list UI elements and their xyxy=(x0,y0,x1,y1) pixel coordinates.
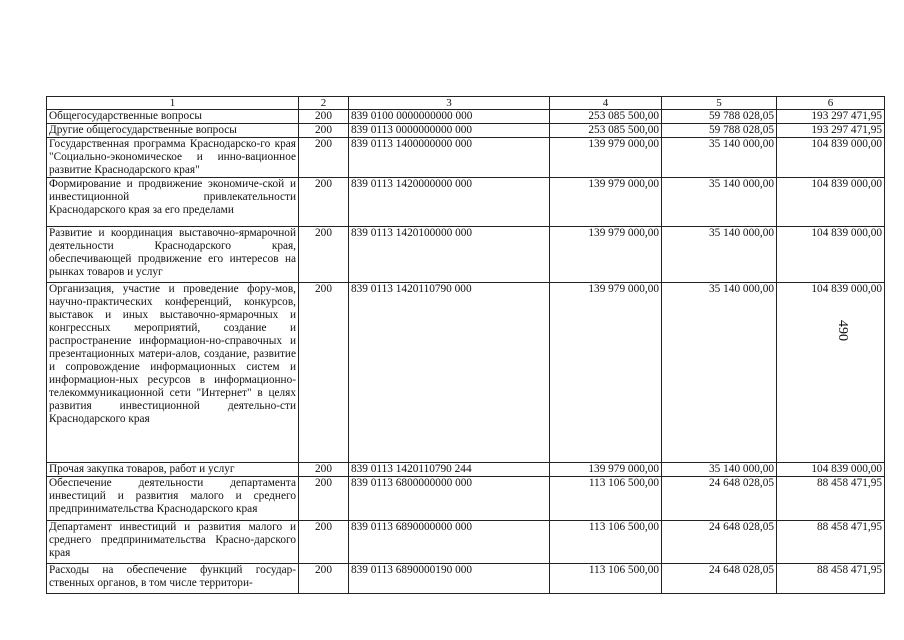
row-name: Прочая закупка товаров, работ и услуг xyxy=(47,463,299,477)
row-col5: 35 140 000,00 xyxy=(662,463,777,477)
table-row xyxy=(47,477,885,521)
row-col6: 193 297 471,95 xyxy=(777,124,885,138)
row-kbk: 839 0113 1420100000 000 xyxy=(349,227,550,283)
row-col6: 104 839 000,00 xyxy=(777,138,885,178)
row-col5: 24 648 028,05 xyxy=(662,564,777,594)
row-code: 200 xyxy=(299,124,349,138)
row-col6: 193 297 471,95 xyxy=(777,110,885,124)
table-row xyxy=(47,521,885,564)
row-code: 200 xyxy=(299,477,349,521)
row-kbk: 839 0113 1400000000 000 xyxy=(349,138,550,178)
row-kbk: 839 0113 1420110790 244 xyxy=(349,463,550,477)
row-col5: 35 140 000,00 xyxy=(662,227,777,283)
column-header: 1 xyxy=(47,97,299,110)
row-kbk: 839 0113 6890000190 000 xyxy=(349,564,550,594)
column-header: 2 xyxy=(299,97,349,110)
row-name: Формирование и продвижение экономиче-ской и инвестиционной привлекательности Краснодарского края за его пределами xyxy=(47,178,299,227)
table-row xyxy=(47,283,885,463)
row-col6: 104 839 000,00 xyxy=(777,283,885,463)
budget-table xyxy=(46,96,885,594)
row-col4: 253 085 500,00 xyxy=(550,110,662,124)
row-code: 200 xyxy=(299,564,349,594)
row-col4: 139 979 000,00 xyxy=(550,463,662,477)
table-row xyxy=(47,138,885,178)
row-col5: 35 140 000,00 xyxy=(662,283,777,463)
row-code: 200 xyxy=(299,463,349,477)
row-col6: 104 839 000,00 xyxy=(777,463,885,477)
row-col5: 24 648 028,05 xyxy=(662,477,777,521)
row-name: Развитие и координация выставочно-ярмарочной деятельности Краснодарского края, обеспечивающей продвижение его интересов на рынках товаров и услуг xyxy=(47,227,299,283)
row-name: Обеспечение деятельности департамента инвестиций и развития малого и среднего предпринимательства Краснодарского края xyxy=(47,477,299,521)
table-row xyxy=(47,178,885,227)
row-col4: 139 979 000,00 xyxy=(550,283,662,463)
table-row xyxy=(47,227,885,283)
row-kbk: 839 0113 6800000000 000 xyxy=(349,477,550,521)
table-row xyxy=(47,463,885,477)
row-col6: 104 839 000,00 xyxy=(777,178,885,227)
row-kbk: 839 0113 1420110790 000 xyxy=(349,283,550,463)
row-col5: 35 140 000,00 xyxy=(662,138,777,178)
row-code: 200 xyxy=(299,110,349,124)
table-row xyxy=(47,124,885,138)
row-name: Департамент инвестиций и развития малого и среднего предпринимательства Красно-дарского края xyxy=(47,521,299,564)
row-col5: 24 648 028,05 xyxy=(662,521,777,564)
row-kbk: 839 0113 0000000000 000 xyxy=(349,124,550,138)
column-header: 4 xyxy=(550,97,662,110)
row-kbk: 839 0113 1420000000 000 xyxy=(349,178,550,227)
row-kbk: 839 0113 6890000000 000 xyxy=(349,521,550,564)
row-code: 200 xyxy=(299,138,349,178)
row-col4: 139 979 000,00 xyxy=(550,178,662,227)
row-kbk: 839 0100 0000000000 000 xyxy=(349,110,550,124)
column-header: 3 xyxy=(349,97,550,110)
row-col4: 253 085 500,00 xyxy=(550,124,662,138)
column-header: 6 xyxy=(777,97,885,110)
row-col4: 139 979 000,00 xyxy=(550,227,662,283)
row-name: Организация, участие и проведение фору-мов, научно-практических конференций, конкурсов, выставок и иных выставочно-ярмарочных и конгрессных мероприятий, создание и распространение информацион-но-справочных и презентационных матери-алов, создание, развитие и сопровождение информационных систем и информацион-ных ресурсов в информационно-телекоммуникационной сети "Интернет" в целях развития инвестиционной деятельно-сти Краснодарского края xyxy=(47,283,299,463)
row-code: 200 xyxy=(299,521,349,564)
row-col6: 88 458 471,95 xyxy=(777,477,885,521)
row-name: Общегосударственные вопросы xyxy=(47,110,299,124)
row-col5: 59 788 028,05 xyxy=(662,110,777,124)
row-code: 200 xyxy=(299,283,349,463)
row-code: 200 xyxy=(299,178,349,227)
row-col4: 139 979 000,00 xyxy=(550,138,662,178)
column-header: 5 xyxy=(662,97,777,110)
table-row xyxy=(47,564,885,594)
row-col4: 113 106 500,00 xyxy=(550,477,662,521)
row-name: Государственная программа Краснодарско-го края "Социально-экономическое и инно-вационное развитие Краснодарского края" xyxy=(47,138,299,178)
row-col5: 35 140 000,00 xyxy=(662,178,777,227)
row-col4: 113 106 500,00 xyxy=(550,564,662,594)
row-name: Расходы на обеспечение функций государ-ственных органов, в том числе территори- xyxy=(47,564,299,594)
row-code: 200 xyxy=(299,227,349,283)
table-row xyxy=(47,110,885,124)
header-row xyxy=(47,97,885,110)
row-name: Другие общегосударственные вопросы xyxy=(47,124,299,138)
row-col5: 59 788 028,05 xyxy=(662,124,777,138)
row-col6: 104 839 000,00 xyxy=(777,227,885,283)
row-col6: 88 458 471,95 xyxy=(777,564,885,594)
row-col4: 113 106 500,00 xyxy=(550,521,662,564)
row-col6: 88 458 471,95 xyxy=(777,521,885,564)
page-number: 490 xyxy=(835,320,850,341)
